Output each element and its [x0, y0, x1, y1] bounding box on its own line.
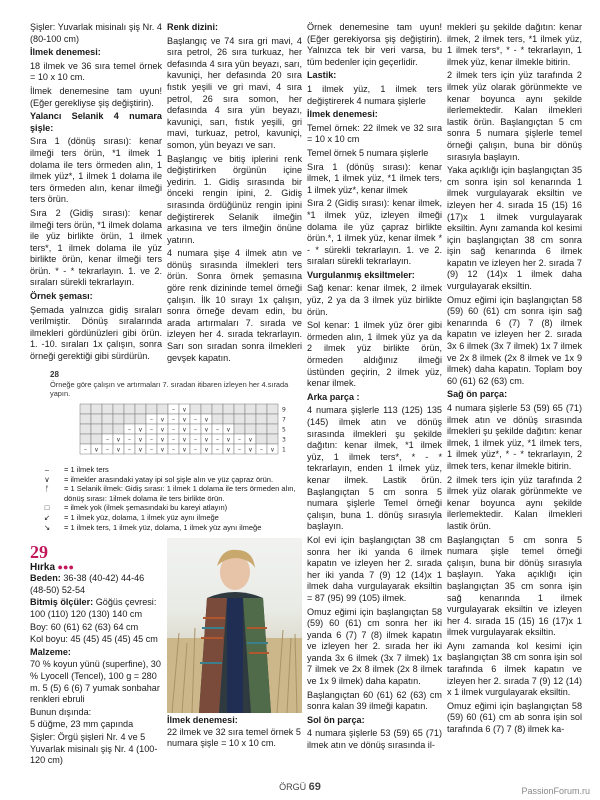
paragraph: 4 numara şişlerle 53 (59) 65 (71) ilmek atın ve dönüş sırasında ilmekleri şu şekilde dağıtın: kenar ilmek, 1 ilmek yüz, *1 ilmek ters, 1 ilmek yüz*, * - * tekrarlayın, 2 ilmek ters, kenar ilmekle bitirin. [447, 403, 582, 471]
chart-symbol: ∨ [204, 436, 209, 444]
cardigan-photo [167, 538, 302, 713]
paragraph: 18 ilmek ve 36 sıra temel örnek = 10 x 10 cm. [30, 60, 162, 83]
chart-cell [80, 424, 91, 434]
paragraph: Sıra 2 (Gidiş sırası): kenar ilmek, *1 ilmek yüz, izleyen ilmeği dolama ile yüz çapraz birlikte örün.*, 1 ilmek yüz, kenar ilmek * - * sürekli tekrarlayın. 1. ve 2. sıraları sürekli tekrarlayın. [307, 198, 442, 267]
chart-cell [102, 424, 113, 434]
chart-cell [124, 414, 135, 424]
paragraph: Omuz eğimi için başlangıçtan 58 (59) 60 (61) cm ab sonra işin sol tarafında 6 (7) 7 (8) ilmek ka- [447, 700, 582, 735]
paragraph: Başlangıçtan 60 (61) 62 (63) cm sonra kalan 39 ilmeği kapatın. [307, 689, 442, 712]
chart-symbol: ∨ [138, 426, 143, 434]
chart-symbol: ∨ [94, 446, 99, 454]
pattern-line [30, 719, 162, 731]
chart-symbol: ∨ [248, 446, 253, 454]
chart-symbol: ∨ [226, 436, 231, 444]
pattern-line-text: Bunun dışında: [30, 706, 92, 717]
pattern-line-text: Boy: 60 (61) 62 (63) 64 cm [30, 621, 139, 632]
pattern-line-label: Beden: [30, 573, 61, 584]
chart-symbol: – [238, 436, 241, 444]
chart-symbol: – [84, 446, 87, 454]
chart-legend [30, 465, 302, 532]
chart-symbol: – [106, 446, 109, 454]
legend-symbol: □ [44, 503, 50, 513]
pattern-line-text: Göğüs çevresi: 100 (110) 120 (130) 140 cm [30, 597, 157, 619]
chart-symbol: – [150, 446, 153, 454]
chart-cell [135, 414, 146, 424]
chart-symbol: ∨ [226, 426, 231, 434]
column-3 [307, 22, 442, 754]
chart-symbol: ∨ [248, 436, 253, 444]
legend-text: = 1 ilmek ters, 1 ilmek yüz, dolama, 1 ilmek yüz aynı ilmeğe [64, 522, 262, 532]
section-heading: Yalancı Selanik 4 numara şişle: [30, 111, 162, 133]
paragraph: Yaka açıklığı için başlangıçtan 35 cm sonra işin sol kenarında 1 ilmek vurgulayarak eksiltin ve izleyen her 4. sırada 15 (15) 16 (17)x 1 ilmek vurgulayarak eksiltin. Aynı zamanda kol kesimi için başlangıçtan 38 cm sonra işin sağ kenarında 6 ilmek kapatın ve izleyen her 2. sırada 7 (9) 12 (14)x 1 ilmek daha vurgulayarak eksiltin. [447, 165, 582, 292]
chart-cell [234, 404, 245, 414]
chart-symbol: – [106, 436, 109, 444]
chart-cell [157, 404, 168, 414]
chart-symbol: – [216, 436, 219, 444]
paragraph: 4 numara şişe 4 ilmek atın ve dönüş sırasında ilmekleri ters örün. Sonra örnek şemasına göre renk dizininde temel örneği çalışın. İlk 10 sırayı 1x çalışın, sonra örneğe devam edin, bu arada artırmaları 7. sırada ve izleyen her 4. sırada tekrarlayın. Sarı son sıradan sonra ilmekleri gevşek kapatın. [167, 248, 302, 363]
section-heading: İlmek denemesi: [307, 109, 378, 120]
column-4 [447, 22, 582, 738]
chart-symbol: – [172, 416, 175, 424]
chart-symbol: – [172, 426, 175, 434]
section-heading: Renk dizini: [167, 22, 219, 32]
chart-cell [102, 414, 113, 424]
section-heading: Sol ön parça: [307, 714, 365, 725]
page-footer [0, 781, 600, 793]
chart-symbol: ∨ [116, 436, 121, 444]
chart-cell [212, 414, 223, 424]
chart-cell [267, 404, 278, 414]
paragraph: Başlangıç ve 74 sıra gri mavi, 4 sıra petrol, 26 sıra turkuaz, her defasında 4 sıra yün beyazı, sarı, kavuniçi, her defasında 20 sıra fıstık yeşili ve gri mavi, 4 sıra petrol, 26 sıra somon, her defasında 4 sıra yün beyazı, kavuniçi, sarı, fıstık yeşili, gri mavi, turkuaz, petrol, kavuniçi, somon, yün beyazı ve sarı. [167, 35, 302, 150]
chart-symbol: – [216, 426, 219, 434]
pattern-line-text: 70 % koyun yünü (superfine), 30 % Lyocell (Tencel), 100 g = 280 m. 5 (5) 6 (6) 7 yumak sonbahar renkleri ebruli [30, 659, 161, 705]
paragraph: Sıra 1 (dönüş sırası): kenar ilmek, 1 ilmek yüz, *1 ilmek ters, 1 ilmek yüz*, kenar ilmek [307, 161, 442, 195]
chart-row-number: 1 [282, 446, 286, 454]
chart-cell [256, 414, 267, 424]
chart-note: Örneğe göre çalışın ve artırmaları 7. sıradan itibaren izleyen her 4.sırada yapın. [50, 380, 289, 398]
pattern-name: Hırka [30, 561, 56, 573]
pattern-line [30, 597, 162, 620]
chart-cell [190, 404, 201, 414]
chart-cell [113, 424, 124, 434]
paragraph: Temel örnek: 22 ilmek ve 32 sıra = 10 x 10 cm [307, 122, 442, 145]
pattern-line-text: 5 düğme, 23 mm çapında [30, 719, 134, 730]
chart-cell [245, 404, 256, 414]
chart-cell [245, 424, 256, 434]
pattern-line [30, 707, 162, 719]
chart-symbol: ∨ [160, 446, 165, 454]
chart-cell [267, 424, 278, 434]
chart-symbol: – [172, 406, 175, 414]
paragraph: Temel örnek 5 numara şişlerle [307, 147, 429, 158]
chart-symbol: ∨ [182, 446, 187, 454]
column-2 [167, 22, 302, 366]
paragraph: Sıra 2 (Gidiş sırası): kenar ilmeği ters örün, *1 ilmek dolama ile yüz birlikte örün, 1 ilmek ters*, 1 ilmek dolama ile yüz birlikte örün, kenar ilmeği ters örün. * - * tekrarlayın. 1. ve 2. sıraları sürekli tekrarlayın. [30, 207, 162, 288]
chart-symbol: ∨ [226, 446, 231, 454]
chart-symbol: – [150, 426, 153, 434]
chart-symbol: – [194, 446, 197, 454]
paragraph: Şemada yalnızca gidiş sıraları verilmiştir. Dönüş sıralarında ilmekleri gördünüzleri gibi örün. 1. -10. sıraları 1x çalışın, sonra örneği gerektiği gibi sürdürün. [30, 304, 162, 362]
chart-symbol: – [128, 446, 131, 454]
chart-cell [223, 404, 234, 414]
paragraph: 4 numara şişlerle 53 (59) 65 (71) ilmek atın ve dönüş sırasında il- [307, 728, 442, 751]
chart-symbol: – [172, 446, 175, 454]
chart-symbol: – [150, 436, 153, 444]
chart-symbol: – [194, 426, 197, 434]
chart-symbol: – [128, 436, 131, 444]
chart-cell [91, 424, 102, 434]
pattern-line-text: Şişler: Örgü şişleri Nr. 4 ve 5 Yuvarlak misinalı şiş Nr. 4 (100-120 cm) [30, 731, 158, 766]
chart-row-number: 5 [282, 426, 286, 434]
pattern-line-label: Malzeme: [30, 646, 71, 657]
chart-symbol: – [194, 436, 197, 444]
chart-symbol: – [128, 426, 131, 434]
magazine-name: ÖRGÜ [279, 782, 307, 792]
pattern-line-label: Bitmiş ölçüler: [30, 597, 94, 608]
caption-title: İlmek denemesi: [167, 715, 238, 725]
chart-number: 28 [50, 370, 59, 379]
paragraph: Omuz eğimi için başlangıçtan 58 (59) 60 (61) cm sonra her iki yanda 6 (7) 7 (8) ilmek kapatın ve izleyen her 2. sırada her iki yanda 3x 6 ilmek (3x 7 ilmek) 1x 7 ilmek ve 2x 8 ilmek (2x 8 ilmek ve 1x 9 ilmek) daha kapatın. [307, 606, 442, 687]
chart-symbol: ∨ [182, 426, 187, 434]
chart-cell [113, 414, 124, 424]
chart-cell [102, 404, 113, 414]
chart-cell [80, 414, 91, 424]
legend-row [30, 475, 302, 485]
pattern-number: 29 [30, 542, 48, 562]
chart-cell [267, 434, 278, 444]
chart-symbol: – [238, 446, 241, 454]
chart-symbol: ∨ [116, 446, 121, 454]
legend-symbol: ∨ [44, 474, 50, 484]
page-number: 69 [308, 781, 321, 793]
paragraph: Başlangıç ve bitiş iplerini renk değiştirirken örgünün içine yedirin. 1. Gidiş sırasında bir önceki rengin ipini, 2. Gidiş sırasında ördüğünüz rengin ipini değiştirerek Selanik ilmeğin arkasına ve ters ilmeğin önüne yatırın. [167, 153, 302, 245]
paragraph: Şişler: Yuvarlak misinalı şiş Nr. 4 (80-100 cm) [30, 22, 162, 44]
legend-row [30, 503, 302, 513]
chart-symbol: ∨ [182, 406, 187, 414]
paragraph: Omuz eğimi için başlangıçtan 58 (59) 60 (61) cm sonra işin sağ kenarında 6 (7) 7 (8) ilmek kapatın ve izleyen her 2. sırada 3x 6 ilmek (3x 7 ilmek) 1x 7 ilmek ve 2x 8 ilmek (2x 8 ilmek ve 1x 9 ilmek) daha kapatın. Toplam boy 60 (61) 62 (63) cm. [447, 294, 582, 386]
chart-symbol: ∨ [204, 416, 209, 424]
pattern-line [30, 634, 162, 646]
section-heading: Vurgulanmış eksiltmeler: [307, 269, 415, 280]
legend-text: = 1 Selanik ilmek: Gidiş sırası: 1 ilmek 1 dolama ile ters örmeden alın, dönüş sırası: 1ilmek dolama ile ters birlikte örün. [64, 484, 296, 503]
photo-caption [167, 715, 302, 750]
chart-row-number: 3 [282, 436, 286, 444]
paragraph: Sağ kenar: kenar ilmek, 2 ilmek yüz, 2 ya da 3 ilmek yüz birlikte örün. [307, 283, 442, 317]
chart-symbol: – [194, 416, 197, 424]
pattern-line [30, 732, 162, 767]
chart-symbol: – [216, 446, 219, 454]
chart-cell [80, 434, 91, 444]
chart-cell [80, 404, 91, 414]
chart-cell [234, 414, 245, 424]
chart-cell [135, 404, 146, 414]
chart-cell [91, 434, 102, 444]
chart-cell [91, 414, 102, 424]
legend-symbol: ↙ [43, 512, 51, 522]
chart-cell [212, 404, 223, 414]
difficulty-dots: ●●● [57, 561, 75, 572]
caption-text: 22 ilmek ve 32 sıra temel örnek 5 numara şişle = 10 x 10 cm. [167, 726, 301, 749]
chart-cell [223, 414, 234, 424]
pattern-line-text: 36-38 (40-42) 44-46 (48-50) 52-54 [30, 573, 145, 595]
paragraph: Örnek denemesine tam uyun! (Eğer gerekiyorsa şiş değiştirin). Yalnızca tek bir veri varsa, bu tüm bedenler için geçerlidir. [307, 22, 442, 67]
chart-symbol: ∨ [138, 436, 143, 444]
pattern-line [30, 622, 162, 634]
paragraph: Başlangıçtan 5 cm sonra 5 numara şişle temel örneği çalışın, buna bir dönüş sırasıyla başlayın. Yaka açıklığı için başlangıçtan 35 cm sonra işin sağ kenarında 1 ilmek vurgulayarak eksiltin ve izleyen her 4. sırada 15 (15) 16 (17)x 1 ilmek vurgulayarak eksiltin. [447, 534, 582, 638]
chart-symbol: ∨ [160, 436, 165, 444]
legend-row [30, 513, 302, 523]
chart-cell [256, 424, 267, 434]
legend-text: = ilmek yok (ilmek şemasındaki bu kareyi atlayın) [64, 503, 228, 513]
chart-cell [256, 404, 267, 414]
legend-symbol: ↘ [43, 522, 51, 532]
paragraph: Sol kenar: 1 ilmek yüz örer gibi örmeden alın, 1 ilmek yüz ya da 2 ilmek yüz birlikte örün, örmeden aldığınız ilmeği üstünden geçirin, 2 ilmek yüz, kenar ilmek. [307, 320, 442, 389]
chart-cell [234, 424, 245, 434]
legend-text: = 1 ilmek yüz, dolama, 1 ilmek yüz aynı ilmeğe [64, 512, 219, 522]
chart-row-number: 9 [282, 406, 286, 414]
chart-symbol: ∨ [204, 426, 209, 434]
column-1 [30, 22, 162, 365]
pattern-29 [30, 543, 162, 768]
legend-symbol: – [44, 465, 50, 474]
chart-cell [124, 404, 135, 414]
paragraph: 1 ilmek yüz, 1 ilmek ters değiştirerek 4 numara şişlerle [307, 83, 442, 106]
section-heading: Örnek şeması: [30, 291, 93, 302]
chart-cell [267, 414, 278, 424]
paragraph: Kol evi için başlangıçtan 38 cm sonra her iki yanda 6 ilmek kapatın ve izleyen her 2. sırada her iki yanda 7 (9) 12 (14)x 1 ilmek daha vurgulayarak eksiltin = 87 (95) 99 (105) ilmek. [307, 534, 442, 603]
paragraph: 4 numara şişlerle 113 (125) 135 (145) ilmek atın ve dönüş sırasında ilmekleri şu şekilde dağıtın: kenar ilmek, *1 ilmek yüz, 1 ilmek ters*, * - * tekrarlayın, enden 1 ilmek yüz, kenar ilmek. Lastik örün. Başlangıçtan 5 cm sonra 5 numara şişlerle Temel örneği çalışın, buna 1. dönüş sırasıyla başlayın. [307, 405, 442, 532]
chart-symbol: ∨ [182, 436, 187, 444]
section-heading: Lastik: [307, 70, 337, 81]
paragraph: Sıra 1 (dönüş sırası): kenar ilmeği ters örün, *1 ilmek 1 dolama ile ters örmeden alın, 1 ilmek yüz*, 1 ilmek 1 dolama ile ters örmeden alın, kenar ilmeği ters örün. [30, 136, 162, 205]
chart-cell [245, 414, 256, 424]
chart-symbol: ∨ [204, 446, 209, 454]
chart-symbol: ∨ [160, 416, 165, 424]
paragraph: 2 ilmek ters için yüz tarafında 2 ilmek yüz olarak görünmekte ve kenar boyunca aynı şekilde ilerlemektedir. Kalan ilmekleri lastik örün. [447, 474, 582, 531]
pattern-line [30, 647, 162, 659]
chart-row-number: 7 [282, 416, 286, 424]
legend-text: = ilmekler arasındaki yatay ipi sol şişle alın ve yüz çapraz örün. [64, 474, 274, 484]
chart-symbol: – [172, 436, 175, 444]
chart-symbol: ∨ [182, 416, 187, 424]
chart-cell [256, 434, 267, 444]
paragraph: İlmek denemesine tam uyun! (Eğer gerekliyse şiş değiştirin). [30, 85, 162, 108]
legend-row [30, 523, 302, 533]
paragraph: 2 ilmek ters için yüz tarafında 2 ilmek yüz olarak görünmekte ve kenar boyunca aynı şekilde ilerlemektedir. Kalan ilmekleri lastik örün. Başlangıçtan 5 cm sonra 5 numara şişlerle temel örneği çalışın, buna bir dönüş sırasıyla başlayın. [447, 70, 582, 162]
chart-symbol: – [260, 446, 263, 454]
pattern-line [30, 659, 162, 705]
section-heading: Arka parça : [307, 391, 360, 402]
legend-text: = 1 ilmek ters [64, 465, 109, 474]
pattern-line-text: Kol boyu: 45 (45) 45 (45) 45 cm [30, 634, 158, 645]
section-heading: İlmek denemesi: [30, 47, 101, 58]
paragraph: Aynı zamanda kol kesimi için başlangıçtan 38 cm sonra işin sol tarafında 6 ilmek kapatın ve izleyen her 2. sırada 7 (9) 12 (14) x 1 ilmek vurgulayarak eksiltin. [447, 640, 582, 698]
pattern-line [30, 573, 162, 596]
chart-symbol: – [150, 416, 153, 424]
legend-symbol: ᚠ [44, 484, 50, 494]
chart-symbol: ∨ [160, 426, 165, 434]
chart-cell [91, 404, 102, 414]
chart-cell [113, 404, 124, 414]
legend-row [30, 484, 302, 503]
chart-cell [146, 404, 157, 414]
chart-symbol: ∨ [138, 446, 143, 454]
chart-grid [30, 400, 302, 460]
section-heading: Sağ ön parça: [447, 389, 508, 400]
legend-row [30, 465, 302, 475]
chart-symbol: ∨ [270, 446, 275, 454]
watermark: PassionForum.ru [521, 786, 590, 796]
paragraph: mekleri şu şekilde dağıtın: kenar ilmek, 2 ilmek ters, *1 ilmek yüz, 1 ilmek ters*, * - * tekrarlayın, 1 ilmek yüz, kenar ilmekle bitirin. [447, 22, 582, 67]
chart-cell [201, 404, 212, 414]
